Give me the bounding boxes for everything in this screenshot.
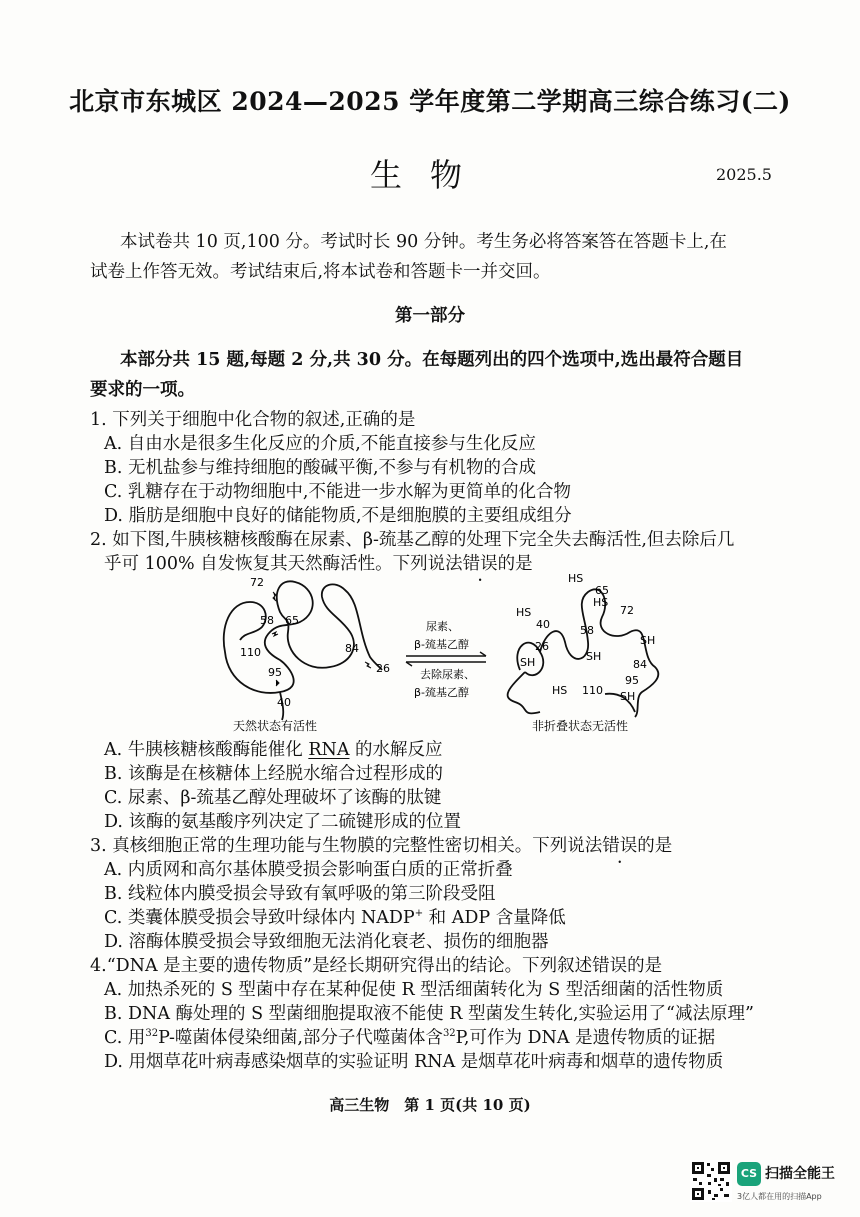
q4-option-c: C. 用$^{32}$P-噬菌体侵染细菌,部分子代噬菌体含$^{32}$P,可作为 DNA 是遗传物质的证据: [104, 1028, 716, 1048]
right-label-hs-4: HS: [552, 684, 568, 697]
q2-stem-1: 2. 如下图,牛胰核糖核酸酶在尿素、β-巯基乙醇的处理下完全失去酶活性,但去除后几: [90, 530, 735, 550]
right-label-sh-4: SH: [620, 690, 636, 703]
enzyme-folding-figure: [210, 572, 680, 740]
right-label-hs-3: HS: [516, 606, 532, 619]
right-label-26: 26: [535, 640, 549, 653]
q2-option-d: D. 该酶的氨基酸序列决定了二硫键形成的位置: [104, 812, 462, 832]
right-label-84: 84: [633, 658, 647, 671]
right-label-sh-1: SH: [520, 656, 536, 669]
part-instruction-2: 要求的一项。: [90, 380, 195, 400]
q4-stem: 4.“DNA 是主要的遗传物质”是经长期研究得出的结论。下列叙述错误的是: [90, 956, 663, 976]
exam-date: 2025.5: [716, 165, 772, 184]
right-label-95: 95: [625, 674, 639, 687]
right-label-hs-1: HS: [568, 572, 584, 585]
part-instruction-1: 本部分共 15 题,每题 2 分,共 30 分。在每题列出的四个选项中,选出最符合题目: [120, 350, 744, 370]
disulfide-bonds: [272, 592, 371, 686]
left-label-26: 26: [376, 662, 390, 675]
part-heading: 第一部分: [395, 306, 465, 326]
cs-logo-icon: CS: [737, 1162, 761, 1186]
q2-option-a: A. 牛胰核糖核酸酶能催化 RNA 的水解反应: [104, 740, 443, 760]
unfolded-caption: 非折叠状态无活性: [532, 719, 629, 733]
q2-emphasis: 错误: [462, 554, 498, 574]
arrow-top-line-1: 尿素、: [426, 620, 459, 633]
right-label-58: 58: [580, 624, 594, 637]
q2-stem-2: 乎可 100% 自发恢复其天然酶活性。下列说法错误的是: [104, 554, 533, 574]
arrow-bottom-line-1: 去除尿素、: [420, 668, 475, 681]
left-label-95: 95: [268, 666, 282, 679]
q1-stem: 1. 下列关于细胞中化合物的叙述,正确的是: [90, 410, 416, 430]
page-footer: 高三生物 第 1 页(共 10 页): [329, 1096, 531, 1114]
q1-option-a: A. 自由水是很多生化反应的介质,不能直接参与生化反应: [104, 434, 536, 454]
q3-stem: 3. 真核细胞正常的生理功能与生物膜的完整性密切相关。下列说法错误的是: [90, 836, 673, 856]
right-label-40: 40: [536, 618, 550, 631]
qr-code-icon: [690, 1160, 732, 1202]
left-label-65: 65: [285, 614, 299, 627]
arrow-top-line-2: β-巯基乙醇: [414, 638, 469, 651]
q1-option-d: D. 脂肪是细胞中良好的储能物质,不是细胞膜的主要组成组分: [104, 506, 572, 526]
reaction-arrows: [406, 652, 486, 666]
intro-line-2: 试卷上作答无效。考试结束后,将本试卷和答题卡一并交回。: [90, 262, 551, 282]
q4-option-d: D. 用烟草花叶病毒感染烟草的实验证明 RNA 是烟草花叶病毒和烟草的遗传物质: [104, 1052, 724, 1072]
right-label-sh-3: SH: [640, 634, 656, 647]
q3-option-d: D. 溶酶体膜受损会导致细胞无法消化衰老、损伤的细胞器: [104, 932, 549, 952]
scanner-tagline: 3亿人都在用的扫描App: [737, 1192, 822, 1201]
q4-option-b: B. DNA 酶处理的 S 型菌细胞提取液不能使 R 型菌发生转化,实验运用了“减法原理”: [104, 1004, 754, 1024]
left-label-72: 72: [250, 576, 264, 589]
q2-option-c: C. 尿素、β-巯基乙醇处理破坏了该酶的肽键: [104, 788, 442, 808]
q2-option-b: B. 该酶是在核糖体上经脱水缩合过程形成的: [104, 764, 443, 784]
right-label-110: 110: [582, 684, 603, 697]
q4-option-a: A. 加热杀死的 S 型菌中存在某种促使 R 型活细菌转化为 S 型活细菌的活性物质: [104, 980, 724, 1000]
right-label-72: 72: [620, 604, 634, 617]
scanner-app-name: 扫描全能王: [765, 1166, 835, 1182]
left-label-110: 110: [240, 646, 261, 659]
left-label-84: 84: [345, 642, 359, 655]
q3-emphasis: 错误: [602, 836, 638, 856]
right-label-hs-2: HS: [593, 596, 609, 609]
arrow-bottom-line-2: β-巯基乙醇: [414, 686, 469, 699]
left-label-40: 40: [277, 696, 291, 709]
q3-option-b: B. 线粒体内膜受损会导致有氧呼吸的第三阶段受阻: [104, 884, 496, 904]
q3-option-c: C. 类囊体膜受损会导致叶绿体内 NADP+ 和 ADP 含量降低: [104, 908, 566, 928]
left-label-58: 58: [260, 614, 274, 627]
q3-option-a: A. 内质网和高尔基体膜受损会影响蛋白质的正常折叠: [104, 860, 513, 880]
q1-option-c: C. 乳糖存在于动物细胞中,不能进一步水解为更简单的化合物: [104, 482, 571, 502]
native-caption: 天然状态有活性: [233, 719, 318, 733]
q1-option-b: B. 无机盐参与维持细胞的酸碱平衡,不参与有机物的合成: [104, 458, 537, 478]
exam-title: 北京市东城区 2024—2025 学年度第二学期高三综合练习(二): [69, 87, 791, 116]
subject-title: 生物: [369, 156, 490, 194]
right-label-65: 65: [595, 584, 609, 597]
right-label-sh-2: SH: [586, 650, 602, 663]
intro-line-1: 本试卷共 10 页,100 分。考试时长 90 分钟。考生务必将答案答在答题卡上,在: [120, 232, 727, 252]
